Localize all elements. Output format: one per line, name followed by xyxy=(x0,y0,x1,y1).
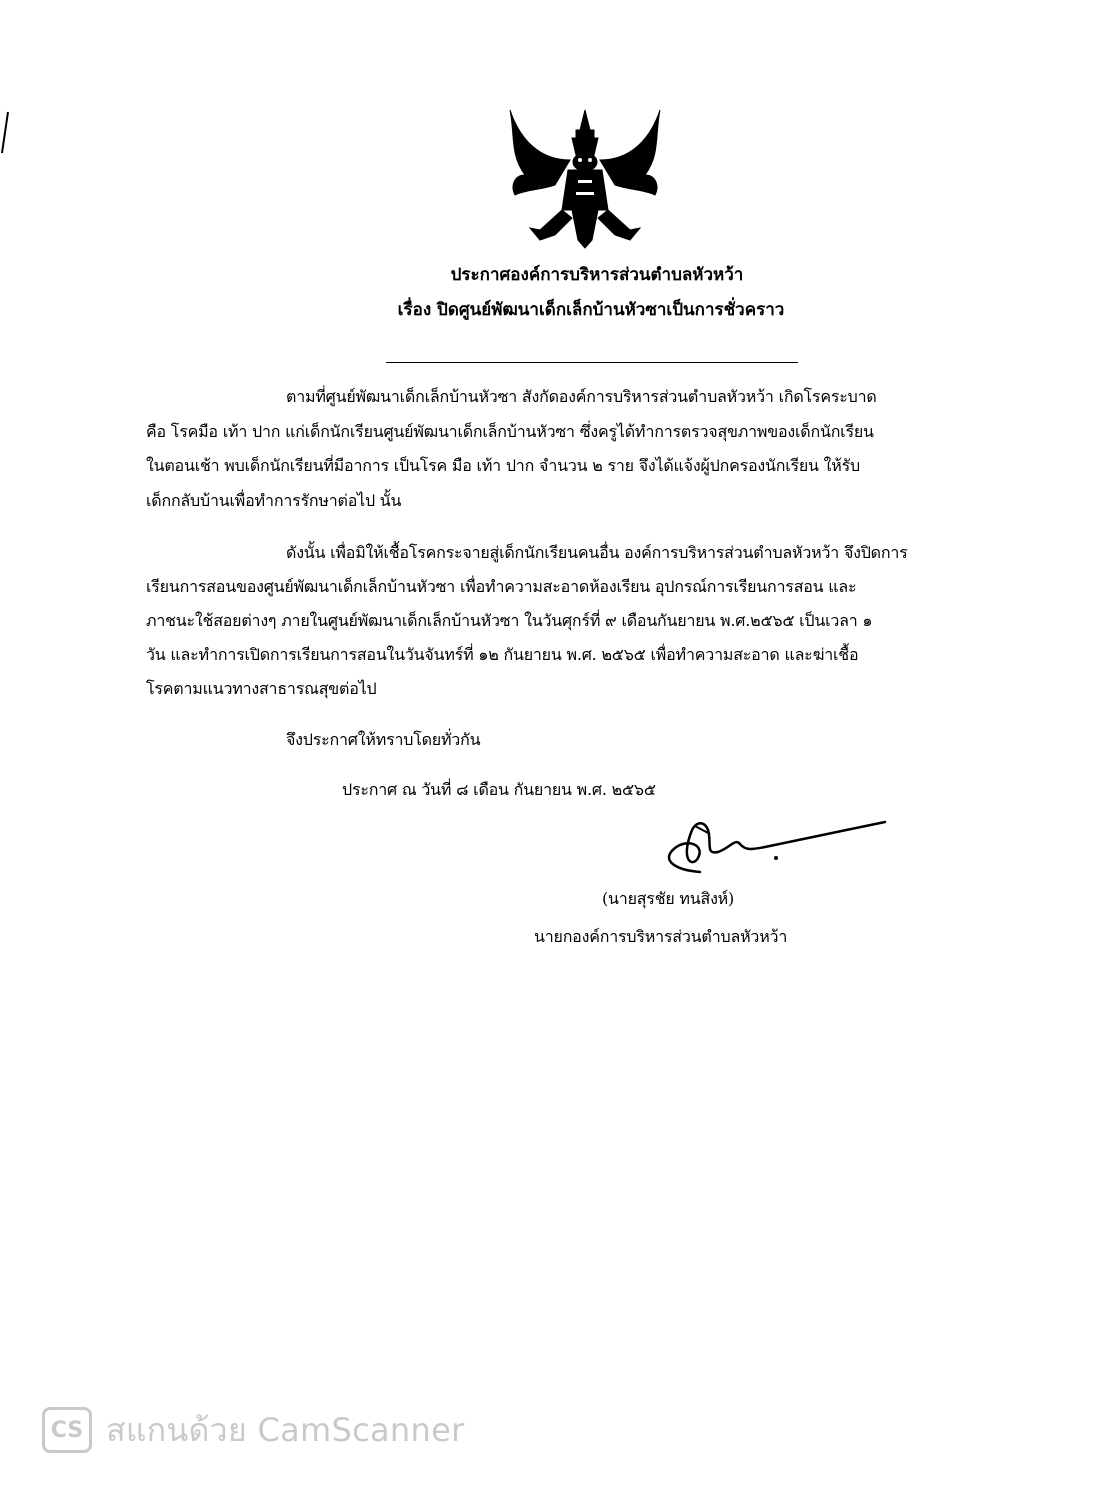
camscanner-watermark xyxy=(42,1406,465,1454)
paragraph1-line4: เด็กกลับบ้านเพื่อทำการรักษาต่อไป นั้น xyxy=(146,491,402,510)
paragraph1-line2: คือ โรคมือ เท้า ปาก แก่เด็กนักเรียนศูนย์พัฒนาเด็กเล็กบ้านหัวซา ซึ่งครูได้ทำการตรวจสุขภาพของเด็กนักเรียน xyxy=(146,422,874,441)
camscanner-text: สแกนด้วย CamScanner xyxy=(106,1410,465,1449)
signer-title: นายกองค์การบริหารส่วนตำบลหัวหว้า xyxy=(534,927,788,946)
announcement-title: ประกาศองค์การบริหารส่วนตำบลหัวหว้า xyxy=(450,265,744,285)
paragraph2-line1: ดังนั้น เพื่อมิให้เชื้อโรคกระจายสู่เด็กนักเรียนคนอื่น องค์การบริหารส่วนตำบลหัวหว้า จึงปิดการ xyxy=(286,543,908,562)
paragraph1-line1: ตามที่ศูนย์พัฒนาเด็กเล็กบ้านหัวซา สังกัดองค์การบริหารส่วนตำบลหัวหว้า เกิดโรคระบาด xyxy=(286,387,877,406)
scan-edge-mark xyxy=(0,110,10,155)
paragraph2-line2: เรียนการสอนของศูนย์พัฒนาเด็กเล็กบ้านหัวซา เพื่อทำความสะอาดห้องเรียน อุปกรณ์การเรียนการสอน และ xyxy=(146,577,857,596)
paragraph2-line3: ภาชนะใช้สอยต่างๆ ภายในศูนย์พัฒนาเด็กเล็กบ้านหัวซา ในวันศุกร์ที่ ๙ เดือนกันยายน พ.ศ.๒๕๖๕ เป็นเวลา ๑ xyxy=(146,611,873,630)
announcement-date: ประกาศ ณ วันที่ ๘ เดือน กันยายน พ.ศ. ๒๕๖๕ xyxy=(342,780,656,799)
title-divider xyxy=(386,362,798,363)
paragraph1-line3: ในตอนเช้า พบเด็กนักเรียนที่มีอาการ เป็นโรค มือ เท้า ปาก จำนวน ๒ ราย จึงได้แจ้งผู้ปกครองนักเรียน ให้รับ xyxy=(146,456,860,475)
closing-statement: จึงประกาศให้ทราบโดยทั่วกัน xyxy=(286,730,481,749)
camscanner-logo-icon: CS xyxy=(42,1407,92,1453)
signer-name: (นายสุรชัย ทนสิงห์) xyxy=(602,889,735,908)
announcement-subject: เรื่อง ปิดศูนย์พัฒนาเด็กเล็กบ้านหัวซาเป็นการชั่วคราว xyxy=(397,300,785,320)
paragraph2-line4: วัน และทำการเปิดการเรียนการสอนในวันจันทร์ที่ ๑๒ กันยายน พ.ศ. ๒๕๖๕ เพื่อทำความสะอาด และฆ่าเชื้อ xyxy=(146,645,859,664)
handwritten-signature xyxy=(600,800,900,880)
garuda-emblem-icon xyxy=(500,100,670,250)
paragraph2-line5: โรคตามแนวทางสาธารณสุขต่อไป xyxy=(146,679,377,698)
